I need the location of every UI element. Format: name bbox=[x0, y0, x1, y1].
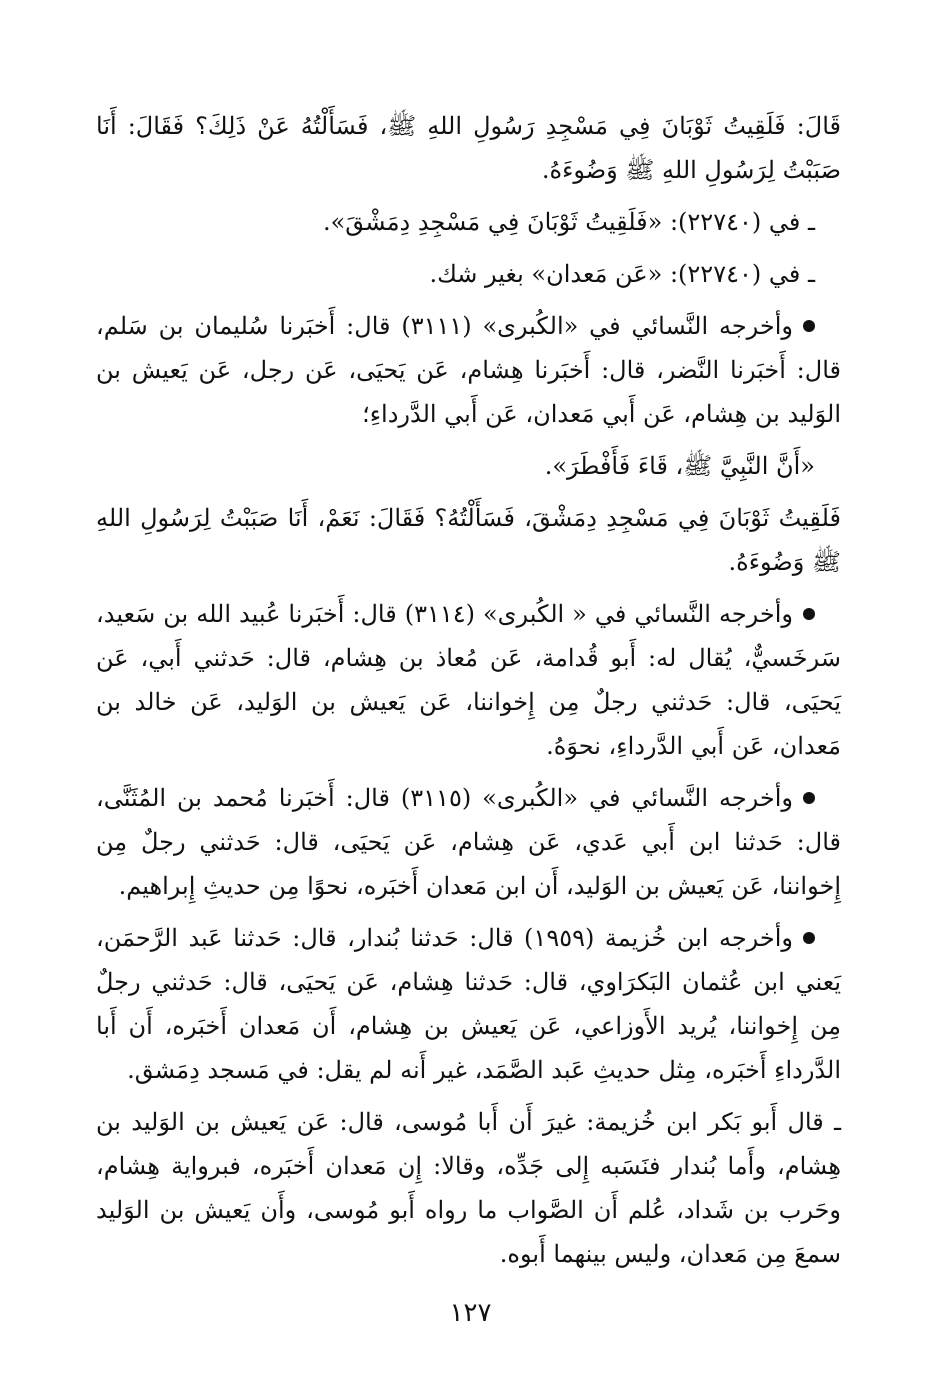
page-number: ١٢٧ bbox=[449, 1298, 492, 1328]
takhrij-ibn-khuzayma bbox=[96, 916, 841, 1092]
hadith-quote bbox=[96, 444, 841, 488]
takhrij-nasai-3114 bbox=[96, 592, 841, 768]
takhrij-nasai-3114-text: وأخرجه النَّسائي في « الكُبرى» (٣١١٤) قال: أَخبَرنا عُبيد الله بن سَعيد، سَرخَسيٌّ، يُقال له: أَبو قُدامة، عَن مُعاذ بن هِشام، قال: حَدثني أَبي، عَن يَحيَى، قال: حَدثني رجلٌ مِن إِخواننا، عَن يَعيش بن الوَليد، عَن خالد بن مَعدان، عَن أَبي الدَّرداءِ، نحوَهُ. bbox=[96, 600, 841, 760]
takhrij-nasai-3115-text: وأخرجه النَّسائي في «الكُبرى» (٣١١٥) قال: أَخبَرنا مُحمد بن المُثَنَّى، قال: حَدثنا ابن أَبي عَدي، عَن هِشام، عَن يَحيَى، قال: حَدثني رجلٌ مِن إِخواننا، عَن يَعيش بن الوَليد، أَن ابن مَعدان أَخبَره، نحوًا مِن حديثِ إِبراهيم. bbox=[96, 784, 841, 900]
paragraph-1 bbox=[96, 104, 841, 192]
variant-note-2-text: ـ في (٢٢٧٤٠): «عَن مَعدان» بغير شك. bbox=[429, 260, 815, 288]
variant-note-1-text: ـ في (٢٢٧٤٠): «فَلَقِيتُ ثَوْبَانَ فِي مَسْجِدِ دِمَشْقَ». bbox=[322, 208, 815, 236]
hadith-quote-text: «أَنَّ النَّبِيَّ ﷺ، قَاءَ فَأَفْطَرَ». bbox=[544, 452, 815, 480]
variant-note-1 bbox=[96, 200, 841, 244]
takhrij-nasai-3111-text: وأخرجه النَّسائي في «الكُبرى» (٣١١١) قال: أَخبَرنا سُليمان بن سَلم، قال: أَخبَرنا النَّضر، قال: أَخبَرنا هِشام، عَن يَحيَى، عَن رجل، عَن يَعيش بن الوَليد بن هِشام، عَن أَبي مَعدان، عَن أَبي الدَّرداءِ؛ bbox=[96, 312, 841, 428]
paragraph-1-text: قَالَ: فَلَقِيتُ ثَوْبَانَ فِي مَسْجِدِ رَسُولِ اللهِ ﷺ، فَسَأَلْتُهُ عَنْ ذَلِكَ؟ فَقَالَ: أَنَا صَبَبْتُ لِرَسُولِ اللهِ ﷺ وَضُوءَهُ. bbox=[96, 112, 841, 184]
variant-note-2 bbox=[96, 252, 841, 296]
takhrij-ibn-khuzayma-text: وأخرجه ابن خُزيمة (١٩٥٩) قال: حَدثنا بُندار، قال: حَدثنا عَبد الرَّحمَن، يَعني ابن عُثمان البَكرَاوي، قال: حَدثنا هِشام، عَن يَحيَى، قال: حَدثني رجلٌ مِن إِخواننا، يُريد الأَوزاعي، عَن يَعيش بن هِشام، أَن مَعدان أَخبَره، أَن أَبا الدَّرداءِ أَخبَره، مِثل حديثِ عَبد الصَّمَد، غير أَنه لم يقل: في مَسجد دِمَشق. bbox=[96, 924, 841, 1084]
bullet-icon bbox=[803, 792, 815, 804]
ibn-khuzayma-comment bbox=[96, 1100, 841, 1276]
bullet-icon bbox=[803, 320, 815, 332]
takhrij-nasai-3111 bbox=[96, 304, 841, 436]
bullet-icon bbox=[803, 608, 815, 620]
bullet-icon bbox=[803, 932, 815, 944]
hadith-continuation bbox=[96, 496, 841, 584]
page-body bbox=[96, 104, 841, 1284]
ibn-khuzayma-comment-text: ـ قال أَبو بَكر ابن خُزيمة: غيرَ أَن أَبا مُوسى، قال: عَن يَعيش بن الوَليد بن هِشام، وأَما بُندار فنَسَبه إِلى جَدِّه، وقالا: إِن مَعدان أَخبَره، فبرواية هِشام، وحَرب بن شَداد، عُلم أَن الصَّواب ما رواه أَبو مُوسى، وأَن يَعيش بن الوَليد سمعَ مِن مَعدان، وليس بينهما أَبوه. bbox=[96, 1108, 841, 1268]
hadith-continuation-text: فَلَقِيتُ ثَوْبَانَ فِي مَسْجِدِ دِمَشْقَ، فَسَأَلْتُهُ؟ فَقَالَ: نَعَمْ، أَنَا صَبَبْتُ لِرَسُولِ اللهِ ﷺ وَضُوءَهُ. bbox=[96, 504, 841, 576]
takhrij-nasai-3115 bbox=[96, 776, 841, 908]
